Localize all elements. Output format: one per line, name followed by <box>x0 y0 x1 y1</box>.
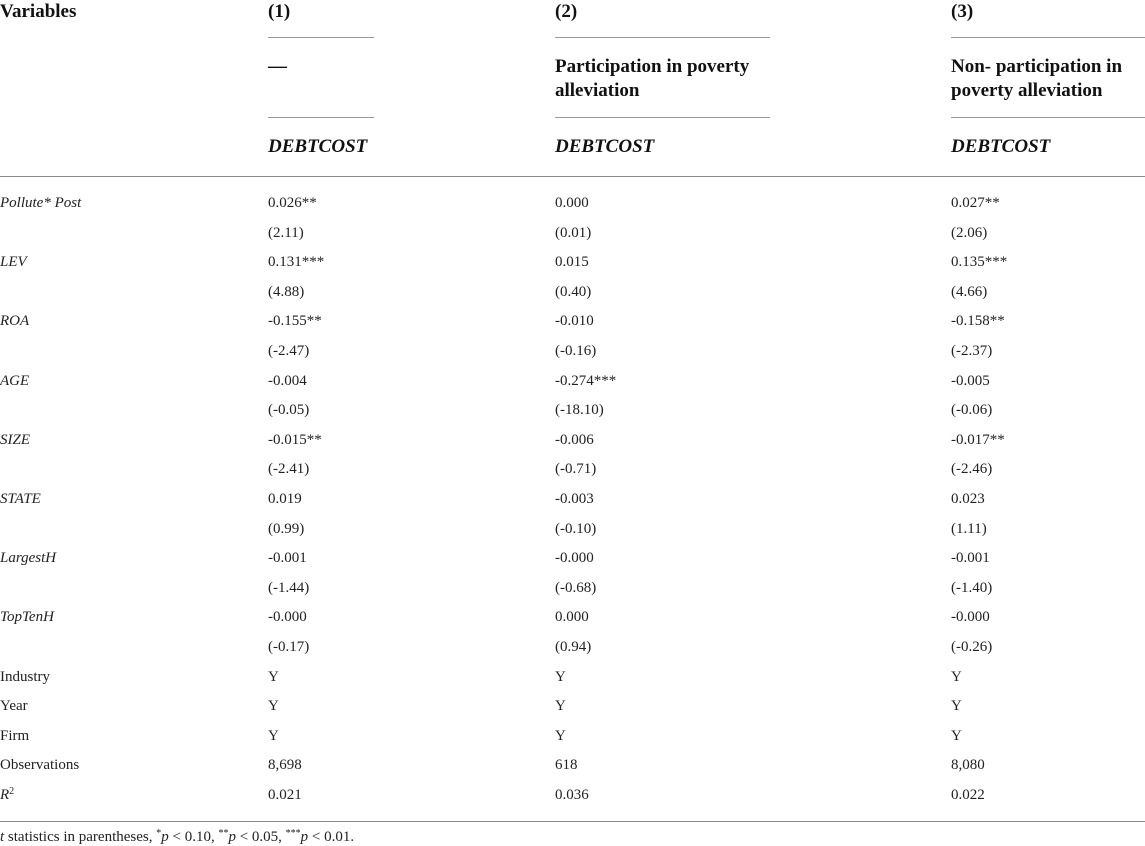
table-cell: Y <box>555 728 566 744</box>
table-cell: 0.019 <box>268 491 302 507</box>
column-3-group-line1: Non- participation in <box>951 56 1123 77</box>
header-bottom-rule <box>0 176 1145 177</box>
table-cell: (2.06) <box>951 225 988 241</box>
row-label: LargestH <box>0 550 57 566</box>
column-2-top-rule <box>555 37 770 38</box>
table-cell: -0.000 <box>951 609 990 625</box>
table-cell: 0.135*** <box>951 254 1008 270</box>
table-cell: (4.66) <box>951 284 988 300</box>
table-cell: (0.99) <box>268 521 305 537</box>
row-label: Firm <box>0 728 30 744</box>
table-cell: 0.021 <box>268 787 302 803</box>
table-cell: (-0.10) <box>555 521 597 537</box>
table-cell: (1.11) <box>951 521 987 537</box>
table-cell: -0.005 <box>951 373 990 389</box>
table-cell: (-0.05) <box>268 402 310 418</box>
table-cell: 8,698 <box>268 757 302 773</box>
table-cell: (-0.16) <box>555 343 597 359</box>
column-1-dep-var: DEBTCOST <box>268 136 368 157</box>
table-cell: Y <box>555 669 566 685</box>
table-cell: -0.003 <box>555 491 594 507</box>
table-bottom-rule <box>0 821 1145 822</box>
table-cell: (0.40) <box>555 284 592 300</box>
table-cell: (-1.44) <box>268 580 310 596</box>
row-label: ROA <box>0 313 30 329</box>
table-cell: -0.017** <box>951 432 1005 448</box>
column-3-top-rule <box>951 37 1145 38</box>
table-cell: -0.001 <box>268 550 307 566</box>
table-cell: (-1.40) <box>951 580 993 596</box>
table-cell: 0.000 <box>555 195 589 211</box>
row-label: Pollute* Post <box>0 195 82 211</box>
table-cell: Y <box>555 698 566 714</box>
table-cell: (-2.41) <box>268 461 310 477</box>
table-cell: (-0.68) <box>555 580 597 596</box>
table-cell: -0.010 <box>555 313 594 329</box>
table-cell: Y <box>268 698 279 714</box>
table-cell: Y <box>951 669 962 685</box>
table-cell: 0.022 <box>951 787 985 803</box>
column-1-mid-rule <box>268 117 374 118</box>
column-3-group <box>951 55 1122 103</box>
column-3-dep-var: DEBTCOST <box>951 136 1051 157</box>
table-cell: -0.001 <box>951 550 990 566</box>
column-2-group <box>555 55 749 103</box>
table-cell: -0.158** <box>951 313 1005 329</box>
table-cell: (0.01) <box>555 225 592 241</box>
table-cell: 0.015 <box>555 254 589 270</box>
footnote-t: t <box>0 829 5 845</box>
table-cell: Y <box>268 669 279 685</box>
row-label: STATE <box>0 491 41 507</box>
column-1-group: — <box>268 56 287 77</box>
table-cell: Y <box>951 698 962 714</box>
table-cell: 0.036 <box>555 787 589 803</box>
column-3-number: (3) <box>951 1 974 22</box>
column-2-group-line1: Participation in poverty <box>555 56 750 77</box>
table-cell: (-2.46) <box>951 461 993 477</box>
table-cell: -0.000 <box>268 609 307 625</box>
table-footnote: t statistics in parentheses, *p < 0.10, **p < 0.05, ***p < 0.01. <box>0 828 355 845</box>
row-label: Industry <box>0 669 50 685</box>
column-1-number: (1) <box>268 1 291 22</box>
column-3-group-line2: poverty alleviation <box>951 80 1103 101</box>
table-cell: -0.000 <box>555 550 594 566</box>
column-3-mid-rule <box>951 117 1145 118</box>
column-1-top-rule <box>268 37 374 38</box>
table-cell: 0.000 <box>555 609 589 625</box>
column-2-number: (2) <box>555 1 578 22</box>
table-cell: (-0.26) <box>951 639 993 655</box>
table-cell: (-0.17) <box>268 639 310 655</box>
table-cell: 0.023 <box>951 491 985 507</box>
table-cell: -0.004 <box>268 373 307 389</box>
row-label: AGE <box>0 373 30 389</box>
table-cell: 8,080 <box>951 757 985 773</box>
column-2-group-line2: alleviation <box>555 80 640 101</box>
table-cell: 618 <box>555 757 578 773</box>
table-cell: (-0.71) <box>555 461 597 477</box>
table-cell: (4.88) <box>268 284 305 300</box>
table-cell: Y <box>951 728 962 744</box>
row-label: SIZE <box>0 432 30 448</box>
table-cell: (-18.10) <box>555 402 604 418</box>
row-label: LEV <box>0 254 27 270</box>
row-label: $R^2$ <box>0 786 15 803</box>
table-cell: (0.94) <box>555 639 592 655</box>
table-cell: -0.015** <box>268 432 322 448</box>
table-cell: 0.026** <box>268 195 317 211</box>
row-label: Year <box>0 698 28 714</box>
table-cell: 0.027** <box>951 195 1000 211</box>
table-cell: (-2.47) <box>268 343 310 359</box>
row-label: TopTenH <box>0 609 54 625</box>
table-cell: Y <box>268 728 279 744</box>
row-label: Observations <box>0 757 80 773</box>
variables-header: Variables <box>0 1 77 22</box>
table-cell: -0.155** <box>268 313 322 329</box>
column-2-dep-var: DEBTCOST <box>555 136 655 157</box>
column-2-mid-rule <box>555 117 770 118</box>
table-cell: (-2.37) <box>951 343 993 359</box>
table-cell: 0.131*** <box>268 254 325 270</box>
table-cell: (2.11) <box>268 225 304 241</box>
table-cell: (-0.06) <box>951 402 993 418</box>
table-cell: -0.274*** <box>555 373 617 389</box>
table-cell: -0.006 <box>555 432 594 448</box>
